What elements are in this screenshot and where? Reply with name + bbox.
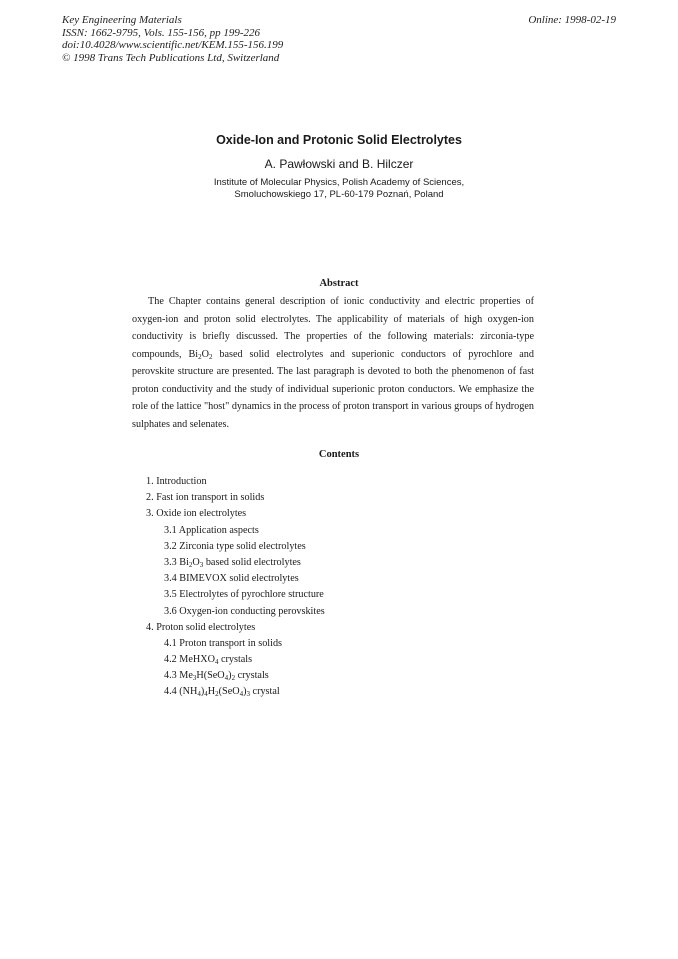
toc-item: 3.4 BIMEVOX solid electrolytes bbox=[164, 573, 299, 585]
table-of-contents bbox=[146, 474, 325, 701]
toc-item: 3.1 Application aspects bbox=[164, 524, 259, 536]
toc-item: 4.3 $Me_3H(SeO_4)_2$ crystals bbox=[164, 670, 269, 683]
contents-heading: Contents bbox=[318, 449, 360, 460]
abstract-text: The Chapter contains general description of ionic conductivity and electric properties of oxygen-ion and proton solid electrolytes. The applicability of materials of high oxygen-ion conductivity is briefly discussed. The properties of the following materials: zirconia-type compounds, $Bi_2O_2$ based solid electrolytes and superionic conductors of pyrochlore and perovskite structure are presented. The last paragraph is devoted to both the phenomenon of fast proton conductivity and the study of individual superionic proton conductors. We emphasize the role of the lattice "host" dynamics in the process of proton transport in various groups of hydrogen sulphates and selenates. bbox=[132, 296, 534, 430]
affiliation-line: Smoluchowskiego 17, PL-60-179 Poznań, Poland bbox=[234, 189, 444, 200]
toc-item: 3.3 $Bi_2O_3$ based solid electrolytes bbox=[164, 556, 301, 569]
toc-item: 4.1 Proton transport in solids bbox=[164, 637, 283, 649]
toc-item: 3. Oxide ion electrolytes bbox=[146, 508, 247, 520]
toc-item: 4.2 MeHXO$_4$ crystals bbox=[164, 654, 253, 667]
toc-item: 3.5 Electrolytes of pyrochlore structure bbox=[164, 589, 324, 601]
journal-name: Key Engineering Materials bbox=[62, 14, 182, 26]
toc-item: 1. Introduction bbox=[146, 476, 207, 487]
toc-item: 3.6 Oxygen-ion conducting perovskites bbox=[164, 605, 325, 617]
copyright-line: © 1998 Trans Tech Publications Ltd, Switzerland bbox=[62, 51, 280, 64]
toc-item: 4. Proton solid electrolytes bbox=[146, 621, 256, 633]
publication-metadata bbox=[62, 14, 283, 64]
toc-item: 3.2 Zirconia type solid electrolytes bbox=[164, 540, 306, 552]
affiliation-line: Institute of Molecular Physics, Polish Academy of Sciences, bbox=[213, 177, 465, 188]
issn-line: ISSN: 1662-9795, Vols. 155-156, pp 199-226 bbox=[62, 26, 260, 39]
online-date: Online: 1998-02-19 bbox=[528, 14, 616, 26]
paper-authors: A. Pawłowski and B. Hilczer bbox=[264, 157, 414, 171]
doi-line: doi:10.4028/www.scientific.net/KEM.155-156.199 bbox=[62, 39, 284, 51]
toc-item: 4.4 $(NH_4)_4H_2(SeO_4)_3$ crystal bbox=[164, 686, 280, 699]
toc-item: 2. Fast ion transport in solids bbox=[146, 492, 265, 504]
paper-title: Oxide-Ion and Protonic Solid Electrolytes bbox=[216, 133, 462, 147]
affiliation bbox=[0, 177, 678, 201]
abstract-heading: Abstract bbox=[319, 278, 359, 289]
